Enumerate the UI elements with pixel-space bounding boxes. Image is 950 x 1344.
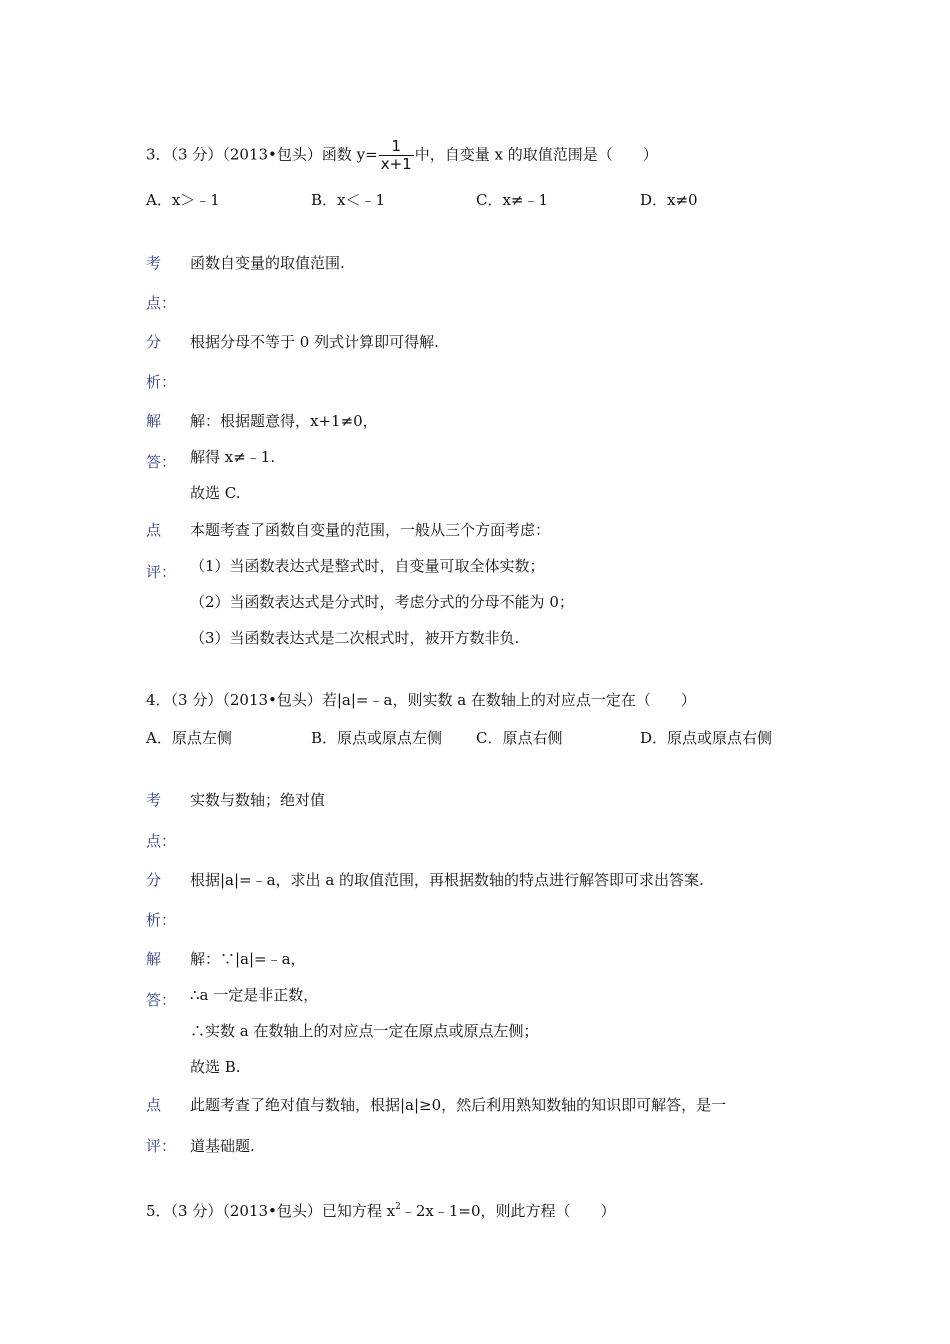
q3-fraction-denominator: x+1 <box>380 155 412 173</box>
q4-jieda-line-2: ∴a 一定是非正数， <box>190 986 319 1004</box>
q3-jieda-label-1: 解 <box>146 412 162 430</box>
q3-fraction <box>379 138 414 173</box>
q4-jieda-line-4: 故选 B. <box>190 1058 241 1076</box>
q4-fenxi-label-2: 析： <box>146 911 177 929</box>
q3-stem <box>146 138 658 173</box>
q3-fenxi-text: 根据分母不等于 0 列式计算即可得解. <box>190 333 439 351</box>
q4-stem: 4．（3 分）（2013•包头）若|a|=﹣a，则实数 a 在数轴上的对应点一定在（ ） <box>146 691 696 709</box>
q3-dianping-line-3: （2）当函数表达式是分式时，考虑分式的分母不能为 0； <box>190 593 574 611</box>
q3-jieda-line-1: 解：根据题意得，x+1≠0， <box>190 412 378 430</box>
q3-stem-pre: 3．（3 分）（2013•包头）函数 y= <box>146 145 378 164</box>
q4-kaodian-text: 实数与数轴；绝对值 <box>190 791 326 809</box>
q3-dianping-line-1: 本题考查了函数自变量的范围，一般从三个方面考虑： <box>190 521 551 539</box>
q3-dianping-label-2: 评： <box>146 563 177 581</box>
q4-fenxi-label-1: 分 <box>146 871 162 889</box>
q4-fenxi-text: 根据|a|=﹣a，求出 a 的取值范围，再根据数轴的特点进行解答即可求出答案. <box>190 871 704 889</box>
q3-kaodian-text: 函数自变量的取值范围. <box>190 254 345 272</box>
q3-fenxi-label-1: 分 <box>146 333 162 351</box>
q3-dianping-line-4: （3）当函数表达式是二次根式时，被开方数非负. <box>190 629 520 647</box>
q3-dianping-line-2: （1）当函数表达式是整式时，自变量可取全体实数； <box>190 557 545 575</box>
q3-fenxi-label-2: 析： <box>146 373 177 391</box>
q3-jieda-line-3: 故选 C. <box>190 484 241 502</box>
q4-option-a: A．原点左侧 <box>146 729 232 747</box>
q4-kaodian-label-1: 考 <box>146 791 162 809</box>
q3-kaodian-label-1: 考 <box>146 254 162 272</box>
q3-option-b: B．x＜﹣1 <box>311 191 386 209</box>
q4-option-d: D．原点或原点右侧 <box>640 729 773 747</box>
q3-stem-post: 中，自变量 x 的取值范围是（ ） <box>414 145 658 164</box>
q3-jieda-line-2: 解得 x≠﹣1. <box>190 448 276 466</box>
q3-option-a: A．x＞﹣1 <box>146 191 220 209</box>
q4-dianping-label-1: 点 <box>146 1096 162 1114</box>
q4-jieda-label-2: 答： <box>146 991 177 1009</box>
q3-option-d: D．x≠0 <box>640 191 698 209</box>
q4-jieda-label-1: 解 <box>146 950 162 968</box>
q4-dianping-line-1: 此题考查了绝对值与数轴，根据|a|≥0，然后利用熟知数轴的知识即可解答，是一 <box>190 1096 727 1114</box>
q4-option-c: C．原点右侧 <box>476 729 563 747</box>
q3-jieda-label-2: 答： <box>146 453 177 471</box>
q5-stem-pre: 5．（3 分）（2013•包头）已知方程 x <box>146 1202 396 1220</box>
q5-stem-post: ﹣2x﹣1=0，则此方程（ ） <box>400 1202 616 1220</box>
q3-fraction-numerator: 1 <box>379 138 414 156</box>
q5-stem <box>146 1197 616 1221</box>
q4-jieda-line-3: ∴实数 a 在数轴上的对应点一定在原点或原点左侧； <box>190 1022 539 1040</box>
q4-jieda-line-1: 解：∵|a|=﹣a， <box>190 950 306 968</box>
q4-option-b: B．原点或原点左侧 <box>311 729 443 747</box>
q4-dianping-line-2: 道基础题. <box>190 1137 255 1155</box>
q3-kaodian-label-2: 点： <box>146 294 177 312</box>
q5-exponent: 2 <box>395 1202 401 1212</box>
q3-dianping-label-1: 点 <box>146 521 162 539</box>
q4-dianping-label-2: 评： <box>146 1137 177 1155</box>
q3-option-c: C．x≠﹣1 <box>476 191 549 209</box>
q4-kaodian-label-2: 点： <box>146 832 177 850</box>
